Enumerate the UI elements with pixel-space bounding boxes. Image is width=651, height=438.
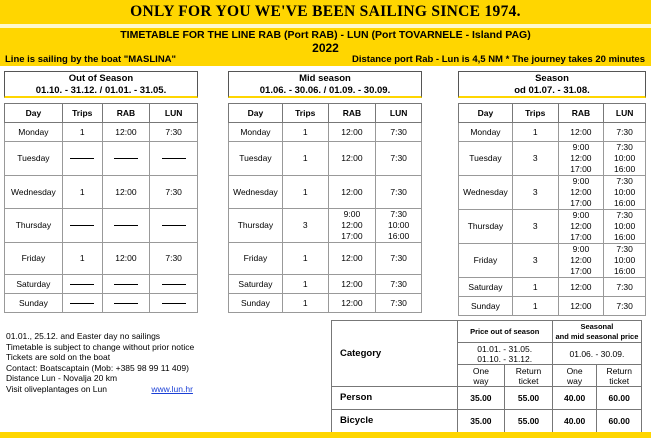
- note-line: Timetable is subject to change without prior notice: [6, 341, 195, 352]
- table-row: [459, 278, 646, 297]
- cell-rab: 12:00: [328, 294, 376, 313]
- time-entry: 7:30: [390, 209, 407, 219]
- cell-lun: [150, 294, 198, 313]
- table-row: [459, 123, 646, 142]
- cell-rab: [102, 275, 150, 294]
- cell-trips: 1: [62, 123, 102, 142]
- price-value: 55.00: [505, 387, 553, 410]
- season-dates: 01.06. - 30.06. / 01.09. - 30.09.: [259, 85, 391, 96]
- price-seasonal-header: [552, 321, 641, 343]
- no-sailing-dash: [114, 284, 138, 285]
- out-of-season-range: [457, 343, 552, 365]
- time-entry: 12:00: [570, 255, 592, 265]
- col-day: Day: [5, 104, 63, 123]
- sub-one-way: One way: [552, 365, 597, 387]
- table-row: [229, 294, 422, 313]
- cell-trips: 1: [512, 297, 558, 316]
- time-entry: 9:00: [572, 210, 590, 220]
- no-sailing-dash: [114, 225, 138, 226]
- cell-rab: 12:00: [558, 297, 604, 316]
- bottom-bar: [0, 432, 651, 438]
- no-sailing-dash: [162, 225, 186, 226]
- cell-rab: [102, 294, 150, 313]
- price-category: Person: [332, 387, 458, 410]
- cell-trips: 1: [62, 243, 102, 275]
- cell-lun: 7:30: [150, 176, 198, 209]
- distance-info: Distance port Rab - Lun is 4,5 NM * The journey takes 20 minutes: [352, 54, 645, 65]
- price-value: 40.00: [552, 410, 597, 433]
- time-entry: 17:00: [570, 198, 592, 208]
- cell-trips: 3: [512, 210, 558, 244]
- cell-day: Friday: [459, 244, 513, 278]
- table-header-row: [229, 104, 422, 123]
- table-body: [5, 123, 198, 313]
- col-trips: Trips: [62, 104, 102, 123]
- time-entry: 7:30: [616, 142, 633, 152]
- time-entry: 12:00: [570, 153, 592, 163]
- seasonal-header-line1: Seasonal: [580, 321, 614, 331]
- cell-day: Wednesday: [5, 176, 63, 209]
- note-line: Tickets are sold on the boat: [6, 352, 111, 362]
- cell-rab: 12:00: [328, 243, 376, 275]
- season-dates: od 01.07. - 31.08.: [514, 85, 590, 96]
- cell-rab: [558, 244, 604, 278]
- cell-rab: 12:00: [102, 123, 150, 142]
- note-line: Distance Lun - Novalja 20 km: [6, 373, 118, 383]
- time-entry: 9:00: [343, 209, 361, 219]
- time-entry: 17:00: [570, 164, 592, 174]
- no-sailing-dash: [114, 158, 138, 159]
- table-row: [229, 275, 422, 294]
- col-day: Day: [459, 104, 513, 123]
- cell-rab: 12:00: [328, 275, 376, 294]
- price-value: 60.00: [597, 387, 642, 410]
- no-sailing-dash: [162, 284, 186, 285]
- price-out-of-season-header: Price out of season: [457, 321, 552, 343]
- cell-rab: 12:00: [328, 176, 376, 209]
- season-header-out-of-season: [4, 71, 198, 98]
- cell-day: Monday: [459, 123, 513, 142]
- time-entry: 7:30: [616, 244, 633, 254]
- cell-day: Monday: [5, 123, 63, 142]
- cell-trips: [62, 209, 102, 243]
- route-title: TIMETABLE FOR THE LINE RAB (Port RAB) - LUN (Port TOVARNELE - Island PAG): [120, 29, 531, 41]
- table-header-row: [5, 104, 198, 123]
- time-entry: 12:00: [341, 220, 363, 230]
- cell-rab: [558, 210, 604, 244]
- season-header-season: [458, 71, 646, 98]
- cell-lun: [150, 209, 198, 243]
- cell-rab: 12:00: [102, 176, 150, 209]
- no-sailing-dash: [162, 303, 186, 304]
- col-trips: Trips: [512, 104, 558, 123]
- season-name: Mid season: [299, 73, 351, 84]
- table-row: [5, 123, 198, 142]
- time-entry: 10:00: [613, 221, 636, 231]
- time-entry: 16:00: [613, 266, 636, 276]
- cell-lun: 7:30: [150, 243, 198, 275]
- sub-return: Return ticket: [505, 365, 553, 387]
- time-entry: 9:00: [572, 244, 590, 254]
- cell-day: Tuesday: [459, 142, 513, 176]
- table-row: [5, 243, 198, 275]
- table-body: [459, 123, 646, 316]
- table-row: [459, 142, 646, 176]
- table-row: [229, 176, 422, 209]
- cell-day: Sunday: [229, 294, 283, 313]
- cell-rab: 12:00: [328, 142, 376, 176]
- cell-lun: 7:30: [376, 294, 422, 313]
- timetable-out-of-season: [4, 103, 198, 313]
- cell-trips: 1: [282, 275, 328, 294]
- cell-trips: [62, 142, 102, 176]
- website-link[interactable]: www.lun.hr: [151, 383, 193, 394]
- cell-lun: 7:30: [150, 123, 198, 142]
- banner-title: ONLY FOR YOU WE'VE BEEN SAILING SINCE 1974.: [130, 3, 521, 20]
- cell-trips: 1: [282, 142, 328, 176]
- sub-one-way: One way: [457, 365, 505, 387]
- cell-day: Thursday: [459, 210, 513, 244]
- no-sailing-dash: [114, 303, 138, 304]
- cell-day: Monday: [229, 123, 283, 142]
- table-row: [459, 176, 646, 210]
- cell-lun: 7:30: [376, 243, 422, 275]
- col-rab: RAB: [102, 104, 150, 123]
- out-range-2: 01.10. - 31.12.: [477, 353, 533, 364]
- no-sailing-dash: [162, 158, 186, 159]
- cell-rab: 12:00: [328, 123, 376, 142]
- time-entry: 17:00: [570, 232, 592, 242]
- time-entry: 7:30: [616, 210, 633, 220]
- price-value: 35.00: [457, 410, 505, 433]
- col-lun: LUN: [376, 104, 422, 123]
- out-range-1: 01.01. - 31.05.: [477, 343, 533, 354]
- cell-day: Sunday: [5, 294, 63, 313]
- cell-day: Thursday: [229, 209, 283, 243]
- table-row: [5, 275, 198, 294]
- boat-info: Line is sailing by the boat "MASLINA": [5, 54, 177, 65]
- visit-text: Visit oliveplantages on Lun: [6, 383, 107, 394]
- cell-trips: 1: [282, 123, 328, 142]
- season-name: Out of Season: [68, 73, 134, 84]
- cell-trips: [62, 275, 102, 294]
- price-value: 40.00: [552, 387, 597, 410]
- note-line-visit: [6, 384, 194, 395]
- cell-lun: [376, 209, 422, 243]
- cell-day: Tuesday: [229, 142, 283, 176]
- col-rab: RAB: [558, 104, 604, 123]
- cell-day: Friday: [5, 243, 63, 275]
- cell-lun: [604, 210, 646, 244]
- price-value: 35.00: [457, 387, 505, 410]
- year-label: 2022: [312, 41, 339, 55]
- cell-rab: 12:00: [102, 243, 150, 275]
- note-line: Contact: Boatscaptain (Mob: +385 98 99 11 409): [6, 362, 189, 373]
- price-value: 55.00: [505, 410, 553, 433]
- cell-trips: 3: [282, 209, 328, 243]
- category-header: Category: [332, 321, 458, 387]
- cell-day: Thursday: [5, 209, 63, 243]
- cell-lun: [604, 244, 646, 278]
- season-name: Season: [535, 73, 569, 84]
- table-row: [229, 209, 422, 243]
- notes-block: [6, 331, 194, 394]
- cell-lun: 7:30: [604, 123, 646, 142]
- note-line: 01.01., 25.12. and Easter day no sailings: [6, 331, 161, 341]
- table-row: [459, 210, 646, 244]
- time-entry: 7:30: [616, 176, 633, 186]
- seasonal-range: 01.06. - 30.09.: [552, 343, 641, 365]
- cell-rab: [328, 209, 376, 243]
- time-entry: 10:00: [613, 187, 636, 197]
- cell-rab: [558, 142, 604, 176]
- cell-lun: 7:30: [604, 297, 646, 316]
- time-entry: 12:00: [570, 221, 592, 231]
- col-lun: LUN: [150, 104, 198, 123]
- table-row: [229, 243, 422, 275]
- seasonal-header-line2: and mid seasonal price: [555, 331, 639, 341]
- table-row: [229, 142, 422, 176]
- time-entry: 9:00: [572, 176, 590, 186]
- cell-day: Wednesday: [229, 176, 283, 209]
- cell-trips: 1: [282, 176, 328, 209]
- cell-trips: 3: [512, 176, 558, 210]
- timetable-season: [458, 103, 646, 316]
- no-sailing-dash: [70, 158, 94, 159]
- cell-day: Saturday: [229, 275, 283, 294]
- season-header-mid-season: [228, 71, 422, 98]
- cell-day: Saturday: [459, 278, 513, 297]
- cell-rab: [558, 176, 604, 210]
- top-banner: [0, 0, 651, 24]
- cell-lun: 7:30: [376, 176, 422, 209]
- no-sailing-dash: [70, 284, 94, 285]
- table-row: [5, 176, 198, 209]
- price-value: 60.00: [597, 410, 642, 433]
- no-sailing-dash: [70, 225, 94, 226]
- cell-rab: [102, 142, 150, 176]
- cell-trips: 3: [512, 244, 558, 278]
- time-entry: 10:00: [613, 153, 636, 163]
- price-row-person: [332, 387, 642, 410]
- sub-return: Return ticket: [597, 365, 642, 387]
- price-category: Bicycle: [332, 410, 458, 433]
- cell-trips: [62, 294, 102, 313]
- cell-lun: [150, 275, 198, 294]
- cell-lun: 7:30: [376, 275, 422, 294]
- time-entry: 10:00: [613, 255, 636, 265]
- time-entry: 17:00: [341, 231, 363, 241]
- timetable-header: [0, 28, 651, 66]
- cell-trips: 1: [282, 294, 328, 313]
- col-trips: Trips: [282, 104, 328, 123]
- cell-trips: 1: [282, 243, 328, 275]
- table-body: [229, 123, 422, 313]
- time-entry: 16:00: [613, 198, 636, 208]
- table-row: [5, 142, 198, 176]
- cell-trips: 1: [62, 176, 102, 209]
- cell-trips: 1: [512, 278, 558, 297]
- cell-lun: [604, 176, 646, 210]
- time-entry: 10:00: [387, 220, 410, 230]
- cell-day: Friday: [229, 243, 283, 275]
- table-row: [5, 294, 198, 313]
- time-entry: 16:00: [613, 232, 636, 242]
- col-rab: RAB: [328, 104, 376, 123]
- no-sailing-dash: [70, 303, 94, 304]
- cell-lun: 7:30: [376, 123, 422, 142]
- cell-day: Sunday: [459, 297, 513, 316]
- table-row: [229, 123, 422, 142]
- time-entry: 12:00: [570, 187, 592, 197]
- table-header-row: [459, 104, 646, 123]
- cell-lun: 7:30: [376, 142, 422, 176]
- cell-day: Wednesday: [459, 176, 513, 210]
- cell-rab: 12:00: [558, 123, 604, 142]
- cell-lun: 7:30: [604, 278, 646, 297]
- timetable-mid-season: [228, 103, 422, 313]
- price-row-bicycle: [332, 410, 642, 433]
- table-row: [459, 297, 646, 316]
- cell-day: Saturday: [5, 275, 63, 294]
- cell-day: Tuesday: [5, 142, 63, 176]
- table-row: [5, 209, 198, 243]
- time-entry: 9:00: [572, 142, 590, 152]
- time-entry: 16:00: [387, 231, 410, 241]
- cell-trips: 3: [512, 142, 558, 176]
- cell-lun: [604, 142, 646, 176]
- time-entry: 16:00: [613, 164, 636, 174]
- col-lun: LUN: [604, 104, 646, 123]
- cell-lun: [150, 142, 198, 176]
- table-row: [459, 244, 646, 278]
- col-day: Day: [229, 104, 283, 123]
- cell-rab: [102, 209, 150, 243]
- cell-trips: 1: [512, 123, 558, 142]
- season-dates: 01.10. - 31.12. / 01.01. - 31.05.: [35, 85, 167, 96]
- cell-rab: 12:00: [558, 278, 604, 297]
- price-table: [331, 320, 642, 433]
- time-entry: 17:00: [570, 266, 592, 276]
